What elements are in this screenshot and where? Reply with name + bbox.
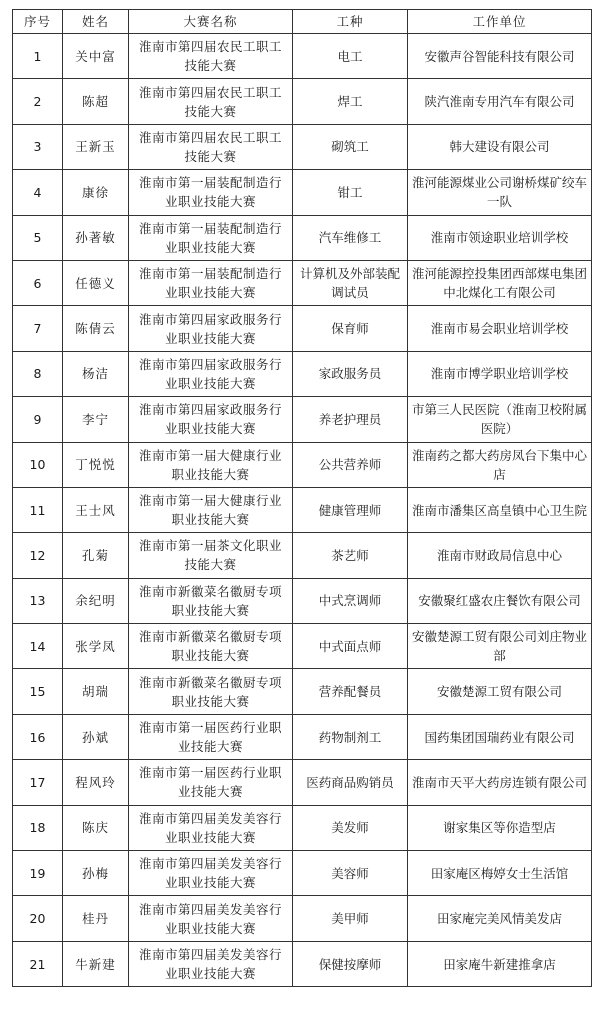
cell-job: 保健按摩师 (293, 941, 408, 986)
cell-name: 孔菊 (63, 533, 129, 578)
cell-no: 13 (13, 578, 63, 623)
cell-job: 美甲师 (293, 896, 408, 941)
header-name: 姓名 (63, 10, 129, 34)
cell-no: 3 (13, 124, 63, 169)
cell-no: 7 (13, 306, 63, 351)
cell-competition: 淮南市第一届装配制造行业职业技能大赛 (129, 170, 293, 215)
table-row (13, 669, 592, 714)
table-row (13, 79, 592, 124)
cell-unit: 淮南市财政局信息中心 (408, 533, 592, 578)
cell-name: 丁悦悦 (63, 442, 129, 487)
cell-unit: 安徽声谷智能科技有限公司 (408, 34, 592, 79)
cell-unit: 淮南市天平大药房连锁有限公司 (408, 760, 592, 805)
table-row (13, 260, 592, 305)
cell-competition: 淮南市第四届农民工职工技能大赛 (129, 79, 293, 124)
cell-job: 中式面点师 (293, 624, 408, 669)
cell-unit: 国药集团国瑞药业有限公司 (408, 714, 592, 759)
cell-no: 1 (13, 34, 63, 79)
cell-competition: 淮南市第一届大健康行业职业技能大赛 (129, 487, 293, 532)
cell-competition: 淮南市第一届医药行业职业技能大赛 (129, 760, 293, 805)
cell-no: 21 (13, 941, 63, 986)
table-row (13, 760, 592, 805)
cell-competition: 淮南市新徽菜名徽厨专项职业技能大赛 (129, 624, 293, 669)
table-row (13, 442, 592, 487)
table-row (13, 714, 592, 759)
table-header (13, 10, 592, 34)
cell-no: 14 (13, 624, 63, 669)
cell-competition: 淮南市新徽菜名徽厨专项职业技能大赛 (129, 669, 293, 714)
cell-name: 孙梅 (63, 851, 129, 896)
cell-name: 李宁 (63, 397, 129, 442)
cell-no: 6 (13, 260, 63, 305)
cell-unit: 淮南市领途职业培训学校 (408, 215, 592, 260)
cell-competition: 淮南市第四届美发美容行业职业技能大赛 (129, 851, 293, 896)
table-row (13, 805, 592, 850)
cell-name: 陈超 (63, 79, 129, 124)
table-row (13, 124, 592, 169)
cell-competition: 淮南市第四届美发美容行业职业技能大赛 (129, 896, 293, 941)
cell-job: 美发师 (293, 805, 408, 850)
cell-competition: 淮南市第四届农民工职工技能大赛 (129, 34, 293, 79)
cell-name: 陈倩云 (63, 306, 129, 351)
cell-unit: 安徽聚红盛农庄餐饮有限公司 (408, 578, 592, 623)
cell-no: 12 (13, 533, 63, 578)
cell-job: 健康管理师 (293, 487, 408, 532)
table-row (13, 533, 592, 578)
cell-unit: 田家庵完美风情美发店 (408, 896, 592, 941)
cell-no: 11 (13, 487, 63, 532)
cell-job: 茶艺师 (293, 533, 408, 578)
table-row (13, 306, 592, 351)
cell-name: 任德义 (63, 260, 129, 305)
cell-no: 4 (13, 170, 63, 215)
table-row (13, 851, 592, 896)
header-no: 序号 (13, 10, 63, 34)
cell-job: 电工 (293, 34, 408, 79)
cell-competition: 淮南市第四届美发美容行业职业技能大赛 (129, 941, 293, 986)
table-row (13, 34, 592, 79)
cell-job: 医药商品购销员 (293, 760, 408, 805)
table-row (13, 578, 592, 623)
cell-competition: 淮南市第一届装配制造行业职业技能大赛 (129, 215, 293, 260)
cell-name: 孙斌 (63, 714, 129, 759)
cell-unit: 淮南市博学职业培训学校 (408, 351, 592, 396)
cell-name: 桂丹 (63, 896, 129, 941)
cell-competition: 淮南市第四届家政服务行业职业技能大赛 (129, 306, 293, 351)
table-body (13, 34, 592, 987)
cell-no: 20 (13, 896, 63, 941)
table-row (13, 896, 592, 941)
cell-no: 17 (13, 760, 63, 805)
cell-unit: 田家庵区梅婷女士生活馆 (408, 851, 592, 896)
cell-job: 保育师 (293, 306, 408, 351)
cell-job: 汽车维修工 (293, 215, 408, 260)
cell-competition: 淮南市第一届医药行业职业技能大赛 (129, 714, 293, 759)
cell-no: 2 (13, 79, 63, 124)
cell-unit: 陕汽淮南专用汽车有限公司 (408, 79, 592, 124)
cell-unit: 田家庵牛新建推拿店 (408, 941, 592, 986)
cell-name: 余纪明 (63, 578, 129, 623)
cell-unit: 谢家集区等你造型店 (408, 805, 592, 850)
table-row (13, 624, 592, 669)
cell-unit: 淮南市易会职业培训学校 (408, 306, 592, 351)
cell-no: 16 (13, 714, 63, 759)
cell-unit: 淮南药之都大药房凤台下集中心店 (408, 442, 592, 487)
cell-competition: 淮南市第四届农民工职工技能大赛 (129, 124, 293, 169)
cell-no: 5 (13, 215, 63, 260)
cell-unit: 市第三人民医院（淮南卫校附属医院） (408, 397, 592, 442)
cell-no: 8 (13, 351, 63, 396)
table-row (13, 397, 592, 442)
cell-no: 19 (13, 851, 63, 896)
award-roster-table (12, 9, 592, 987)
cell-job: 焊工 (293, 79, 408, 124)
cell-competition: 淮南市第四届家政服务行业职业技能大赛 (129, 351, 293, 396)
cell-job: 砌筑工 (293, 124, 408, 169)
table-row (13, 215, 592, 260)
header-job: 工种 (293, 10, 408, 34)
cell-job: 家政服务员 (293, 351, 408, 396)
cell-unit: 淮河能源控投集团西部煤电集团中北煤化工有限公司 (408, 260, 592, 305)
cell-competition: 淮南市第一届装配制造行业职业技能大赛 (129, 260, 293, 305)
cell-name: 孙著敏 (63, 215, 129, 260)
header-competition: 大赛名称 (129, 10, 293, 34)
cell-name: 张学凤 (63, 624, 129, 669)
cell-job: 美容师 (293, 851, 408, 896)
cell-job: 公共营养师 (293, 442, 408, 487)
cell-no: 10 (13, 442, 63, 487)
cell-job: 中式烹调师 (293, 578, 408, 623)
cell-job: 营养配餐员 (293, 669, 408, 714)
header-row (13, 10, 592, 34)
cell-competition: 淮南市新徽菜名徽厨专项职业技能大赛 (129, 578, 293, 623)
cell-job: 钳工 (293, 170, 408, 215)
table-row (13, 170, 592, 215)
cell-no: 9 (13, 397, 63, 442)
table-row (13, 351, 592, 396)
cell-unit: 淮南市潘集区高皇镇中心卫生院 (408, 487, 592, 532)
cell-no: 18 (13, 805, 63, 850)
cell-name: 胡瑞 (63, 669, 129, 714)
cell-name: 关中富 (63, 34, 129, 79)
cell-unit: 安徽楚源工贸有限公司 (408, 669, 592, 714)
cell-competition: 淮南市第四届家政服务行业职业技能大赛 (129, 397, 293, 442)
cell-unit: 淮河能源煤业公司谢桥煤矿绞车一队 (408, 170, 592, 215)
table-row (13, 487, 592, 532)
cell-name: 牛新建 (63, 941, 129, 986)
cell-job: 药物制剂工 (293, 714, 408, 759)
table-row (13, 941, 592, 986)
cell-job: 计算机及外部装配调试员 (293, 260, 408, 305)
cell-competition: 淮南市第一届大健康行业职业技能大赛 (129, 442, 293, 487)
cell-unit: 韩大建设有限公司 (408, 124, 592, 169)
cell-name: 杨洁 (63, 351, 129, 396)
cell-name: 康徐 (63, 170, 129, 215)
cell-competition: 淮南市第四届美发美容行业职业技能大赛 (129, 805, 293, 850)
cell-name: 王新玉 (63, 124, 129, 169)
cell-unit: 安徽楚源工贸有限公司刘庄物业部 (408, 624, 592, 669)
cell-name: 陈庆 (63, 805, 129, 850)
cell-name: 王士风 (63, 487, 129, 532)
header-unit: 工作单位 (408, 10, 592, 34)
cell-job: 养老护理员 (293, 397, 408, 442)
cell-no: 15 (13, 669, 63, 714)
cell-name: 程风玲 (63, 760, 129, 805)
cell-competition: 淮南市第一届茶文化职业技能大赛 (129, 533, 293, 578)
